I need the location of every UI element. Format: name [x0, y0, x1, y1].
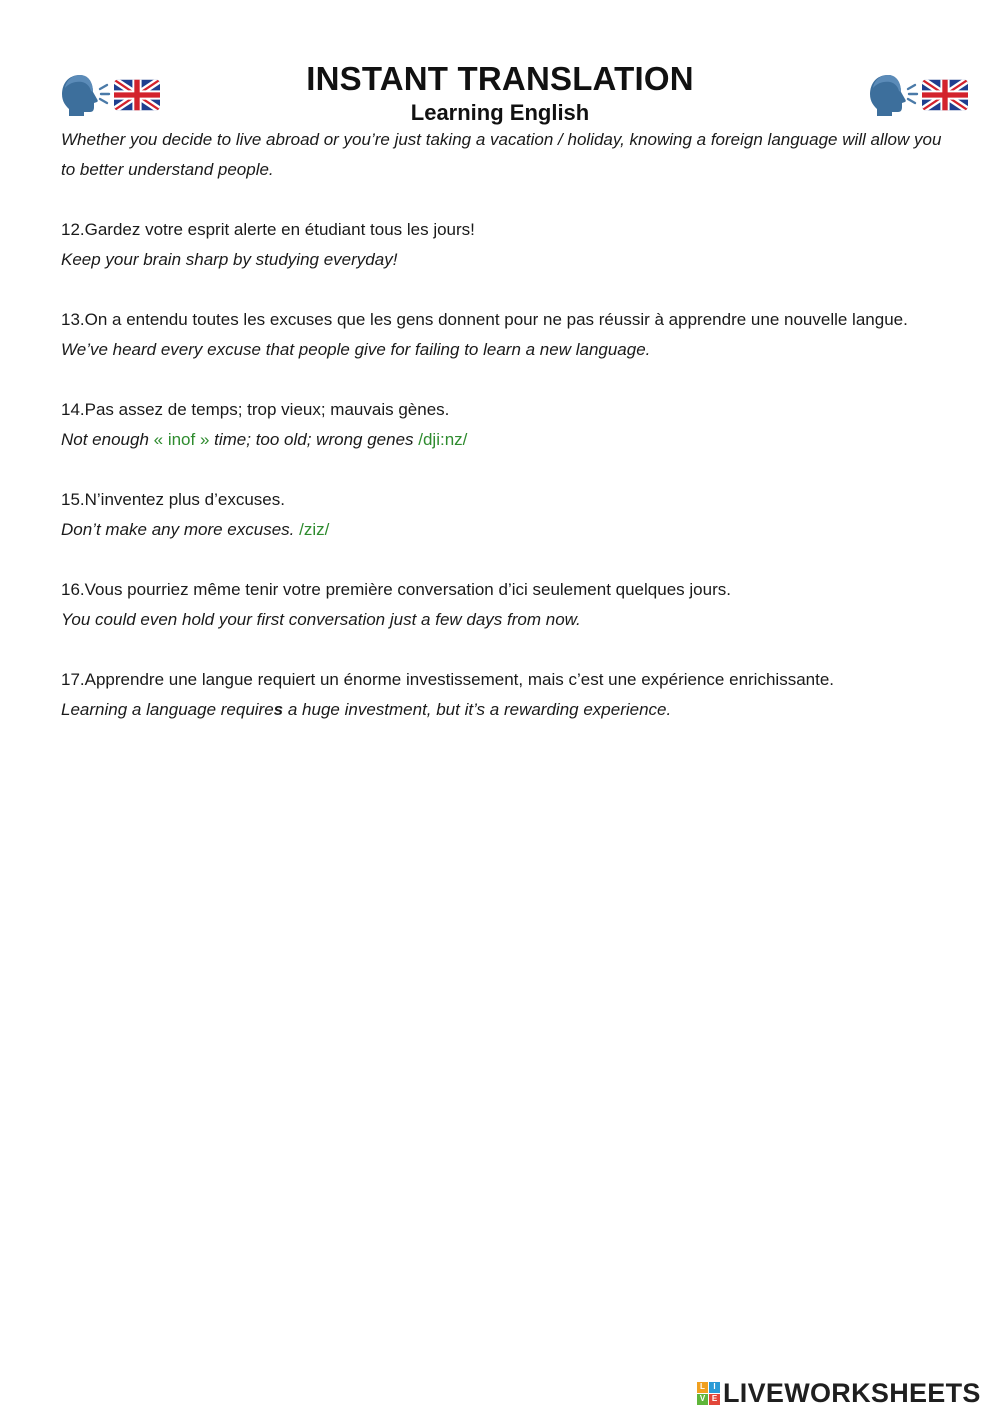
logo-letter: E: [709, 1394, 720, 1405]
translation-part: Learning a language require: [61, 700, 274, 719]
pronunciation-note: /dji:nz/: [418, 430, 468, 449]
french-sentence: 15.N’inventez plus d’excuses.: [61, 490, 285, 509]
logo-text: LIVEWORKSHEETS: [723, 1377, 981, 1408]
pronunciation-note: /ziz/: [299, 520, 330, 539]
worksheet-content: [61, 125, 951, 725]
french-sentence: 16.Vous pourriez même tenir votre première conversation d’ici seulement quelques jours.: [61, 580, 731, 599]
english-translation: [61, 425, 951, 455]
french-sentence: 17.Apprendre une langue requiert un énorme investissement, mais c’est une expérience enrichissante.: [61, 670, 835, 689]
item-15: [61, 485, 951, 545]
intro-text: Whether you decide to live abroad or you’re just taking a vacation / holiday, knowing a foreign language will allow you to better understand people.: [61, 130, 942, 179]
english-translation: We’ve heard every excuse that people give for failing to learn a new language.: [61, 340, 651, 359]
translation-part: a huge investment, but it’s a rewarding experience.: [283, 700, 672, 719]
pronunciation-note: « inof »: [153, 430, 210, 449]
page-title: INSTANT TRANSLATION: [306, 60, 694, 97]
item-14: [61, 395, 951, 455]
logo-mark-icon: [697, 1382, 720, 1405]
logo-letter: L: [697, 1382, 708, 1393]
english-translation: [61, 695, 951, 725]
french-sentence: 14.Pas assez de temps; trop vieux; mauvais gènes.: [61, 400, 450, 419]
item-16: [61, 575, 951, 635]
liveworksheets-logo[interactable]: [697, 1378, 981, 1408]
translation-part: Don’t make any more excuses.: [61, 520, 300, 539]
page-subtitle: Learning English: [410, 100, 590, 125]
english-translation: [61, 515, 951, 545]
translation-part: time; too old; wrong genes: [209, 430, 419, 449]
item-13: [61, 305, 951, 365]
english-translation: You could even hold your first conversation just a few days from now.: [61, 610, 581, 629]
french-sentence: 12.Gardez votre esprit alerte en étudiant tous les jours!: [61, 220, 475, 239]
translation-part: Not enough: [61, 430, 154, 449]
logo-letter: I: [709, 1382, 720, 1393]
logo-letter: V: [697, 1394, 708, 1405]
french-sentence: 13.On a entendu toutes les excuses que les gens donnent pour ne pas réussir à apprendre une nouvelle langue.: [61, 310, 908, 329]
item-17: [61, 665, 951, 725]
item-12: [61, 215, 951, 275]
english-translation: Keep your brain sharp by studying everyday!: [61, 250, 398, 269]
highlighted-letter: s: [273, 700, 284, 719]
